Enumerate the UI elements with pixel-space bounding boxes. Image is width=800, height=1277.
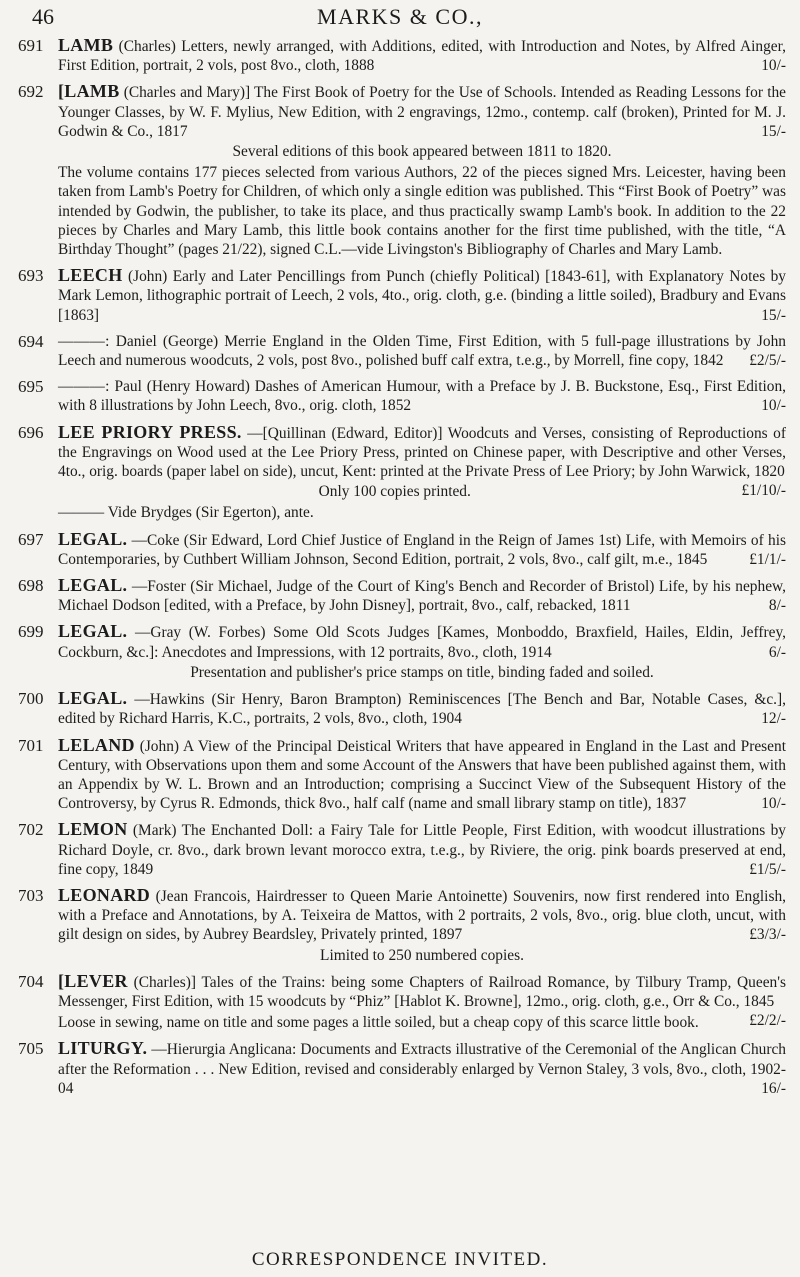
catalogue-entry — [18, 576, 786, 615]
entry-heading: LEGAL. — [58, 528, 128, 549]
catalogue-entry — [18, 622, 786, 682]
entry-description: (Charles) Letters, newly arranged, with Additions, edited, with Introduction and Notes, by Alfred Ainger, First Edition, portrait, 2 vols, post 8vo., cloth, 1888 — [58, 38, 786, 75]
catalogue-entry — [18, 36, 786, 75]
entry-price: £2/5/- — [749, 352, 786, 370]
catalogue-entry — [18, 377, 786, 415]
entry-heading: LITURGY. — [58, 1038, 148, 1059]
entry-number: 705 — [18, 1039, 44, 1059]
entry-note-centered: Only 100 copies printed. — [318, 483, 471, 501]
entry-number: 701 — [18, 735, 44, 755]
entry-description: —Hawkins (Sir Henry, Baron Brampton) Reminiscences [The Bench and Bar, Notable Cases, &c.], edited by Richard Harris, K.C., portraits, 2 vols, 8vo., cloth, 1904 — [58, 691, 786, 728]
catalogue-entry — [18, 266, 786, 325]
entry-number: 699 — [18, 622, 44, 642]
entry-heading: LEECH — [58, 265, 123, 286]
entry-description: —Coke (Sir Edward, Lord Chief Justice of England in the Reign of James 1st) Life, with Memoirs of his Contemporaries, by Cuthbert William Johnson, Second Edition, portrait, 2 vols, 8vo., calf gilt, m.e., 1845 — [58, 531, 786, 568]
entry-heading: [LEVER — [58, 970, 128, 991]
entry-number: 696 — [18, 422, 44, 442]
entry-price: 15/- — [761, 122, 786, 140]
entry-price: £2/2/- — [749, 1012, 786, 1030]
entry-description: (Charles)] Tales of the Trains: being some Chapters of Railroad Romance, by Tilbury Tramp, Queen's Messenger, First Edition, with 15 woodcuts by “Phiz” [Hablot K. Browne], 12mo., orig. cloth, g.e., Orr & Co., 1845 — [58, 973, 786, 1010]
entry-heading: ———: — [58, 378, 110, 396]
entry-heading: LELAND — [58, 734, 135, 755]
entry-number: 691 — [18, 36, 44, 55]
entry-description: (John) Early and Later Pencillings from Punch (chiefly Political) [1843-61], with Explanatory Notes by Mark Lemon, lithographic portrait of Leech, 2 vols, 4to., orig. cloth, g.e. (binding a little soiled), Bradbury and Evans [1863] — [58, 268, 786, 324]
entry-price: £1/5/- — [749, 860, 786, 878]
entry-price: 12/- — [761, 710, 786, 728]
entry-number: 695 — [18, 377, 44, 397]
entry-heading: LEMON — [58, 819, 128, 840]
entry-description: —Foster (Sir Michael, Judge of the Court of King's Bench and Recorder of Bristol) Life, by his nephew, Michael Dodson [edited, with a Preface, by John Disney], portrait, 8vo., calf, rebacked, 1811 — [58, 578, 786, 615]
catalogue-entry — [18, 332, 786, 370]
entry-number: 694 — [18, 331, 44, 351]
entry-price: £1/10/- — [741, 482, 786, 500]
entry-number: 702 — [18, 820, 44, 840]
entry-heading: [LAMB — [58, 81, 120, 102]
entry-description: —Hierurgia Anglicana: Documents and Extracts illustrative of the Ceremonial of the Anglican Church after the Reformation . . . New Edition, revised and considerably enlarged by Vernon Staley, 3 vols, 8vo., cloth, 1902-04 — [58, 1041, 786, 1097]
entry-number: 703 — [18, 885, 44, 905]
entry-heading: LEONARD — [58, 884, 151, 905]
running-header — [30, 0, 770, 36]
entry-heading: LAMB — [58, 35, 114, 55]
entry-description: (John) A View of the Principal Deistical Writers that have appeared in England in the Last and Present Century, with Observations upon them and some Account of the Answers that have been published against them, with an Appendix by W. L. Brown and an Introduction; comprising a Succinct View of the Subsequent History of the Controversy, by Cyrus R. Edmonds, thick 8vo., half calf (name and small library stamp on title), 1837 — [58, 737, 786, 813]
entry-number: 698 — [18, 576, 44, 596]
entry-note: ——— Vide Brydges (Sir Egerton), ante. — [58, 504, 314, 522]
catalogue-entry — [18, 423, 786, 523]
entry-number: 697 — [18, 529, 44, 549]
entry-heading: LEGAL. — [58, 575, 128, 596]
catalogue-entry — [18, 820, 786, 879]
entry-price: 6/- — [768, 643, 786, 661]
entry-heading: LEE PRIORY PRESS. — [58, 421, 242, 442]
entry-number: 693 — [18, 266, 44, 286]
entry-description: (Charles and Mary)] The First Book of Poetry for the Use of Schools. Intended as Reading Lessons for the Younger Classes, by W. F. Mylius, New Edition, with 2 engravings, 12mo., contemp. calf (broken), Printed for M. J. Godwin & Co., 1817 — [58, 84, 786, 140]
entry-description: Daniel (George) Merrie England in the Olden Time, First Edition, with 5 full-page illustrations by John Leech and numerous woodcuts, 2 vols, post 8vo., polished buff calf extra, t.e.g., by Morrell, fine copy, 1842 — [58, 332, 786, 370]
entry-description: (Jean Francois, Hairdresser to Queen Marie Antoinette) Souvenirs, now first rendered into English, with a Preface and Annotations, by A. Teixeira de Mattos, with 2 portraits, 2 vols, 8vo., orig. blue cloth, uncut, with gilt design on sides, by Aubrey Beardsley, Privately printed, 1897 — [58, 887, 786, 944]
catalogue-entry — [18, 82, 786, 259]
entry-heading: LEGAL. — [58, 621, 128, 642]
catalogue-entry — [18, 886, 786, 965]
catalogue-entry — [18, 689, 786, 728]
catalogue-entries — [18, 36, 786, 1105]
entry-note-centered: Presentation and publisher's price stamps on title, binding faded and soiled. — [190, 663, 654, 681]
entry-description: Paul (Henry Howard) Dashes of American Humour, with a Preface by J. B. Buckstone, Esq., First Edition, with 8 illustrations by John Leech, 8vo., orig. cloth, 1852 — [58, 378, 786, 415]
entry-price: 10/- — [761, 397, 786, 415]
catalogue-entry — [18, 972, 786, 1033]
entry-number: 700 — [18, 689, 44, 709]
entry-note: Loose in sewing, name on title and some pages a little soiled, but a cheap copy of this scarce little book. — [58, 1014, 699, 1032]
entry-price: £1/1/- — [749, 550, 786, 568]
page-title: MARKS & CO., — [317, 4, 483, 29]
entry-number: 692 — [18, 82, 44, 102]
entry-heading: ———: — [58, 332, 110, 350]
entry-number: 704 — [18, 971, 44, 991]
entry-note-centered: Several editions of this book appeared between 1811 to 1820. — [232, 143, 612, 161]
entry-heading: LEGAL. — [58, 688, 128, 709]
entry-description: —Gray (W. Forbes) Some Old Scots Judges [Kames, Monboddo, Braxfield, Hailes, Eldin, Jeffrey, Cockburn, &c.]: Anecdotes and Impressions, with 12 portraits, 8vo., cloth, 1914 — [58, 624, 786, 661]
entry-note: The volume contains 177 pieces selected from various Authors, 22 of the pieces signed Mrs. Leicester, having been taken from Lamb's Poetry for Children, of which only a single edition was published. This “First Book of Poetry” was intended by Godwin, the publisher, to take its place, and thus practically swamp Lamb's book. In addition to the 22 pieces by Charles and Mary Lamb, this little book contains another for the first time published, with the title, “A Birthday Thought” (pages 21/22), signed C.L.—vide Livingston's Bibliography of Charles and Mary Lamb. — [58, 164, 786, 259]
catalogue-entry — [18, 736, 786, 814]
entry-description: (Mark) The Enchanted Doll: a Fairy Tale for Little People, First Edition, with woodcut illustrations by Richard Doyle, cr. 8vo., dark brown levant morocco extra, t.e.g., by Riviere, the orig. pink boards preserved at end, fine copy, 1849 — [58, 822, 786, 878]
entry-price: £3/3/- — [749, 926, 786, 944]
entry-price: 8/- — [768, 597, 786, 615]
page-number: 46 — [32, 4, 54, 29]
entry-price: 10/- — [761, 57, 786, 75]
entry-note-centered: Limited to 250 numbered copies. — [320, 946, 524, 964]
entry-price: 10/- — [761, 795, 786, 813]
entry-description: —[Quillinan (Edward, Editor)] Woodcuts and Verses, consisting of Reproductions of the Engravings on Wood used at the Lee Priory Press, printed on Chinese paper, with Descriptive and other Verses, 4to., orig. boards (paper label on side), uncut, Kent: printed at the Private Press of Lee Priory; by John Warwick, 1820 — [58, 424, 786, 481]
entry-price: 16/- — [761, 1079, 786, 1097]
footer-notice: CORRESPONDENCE INVITED. — [251, 1249, 549, 1270]
catalogue-entry — [18, 1039, 786, 1098]
entry-price: 15/- — [761, 306, 786, 324]
catalogue-entry — [18, 530, 786, 569]
